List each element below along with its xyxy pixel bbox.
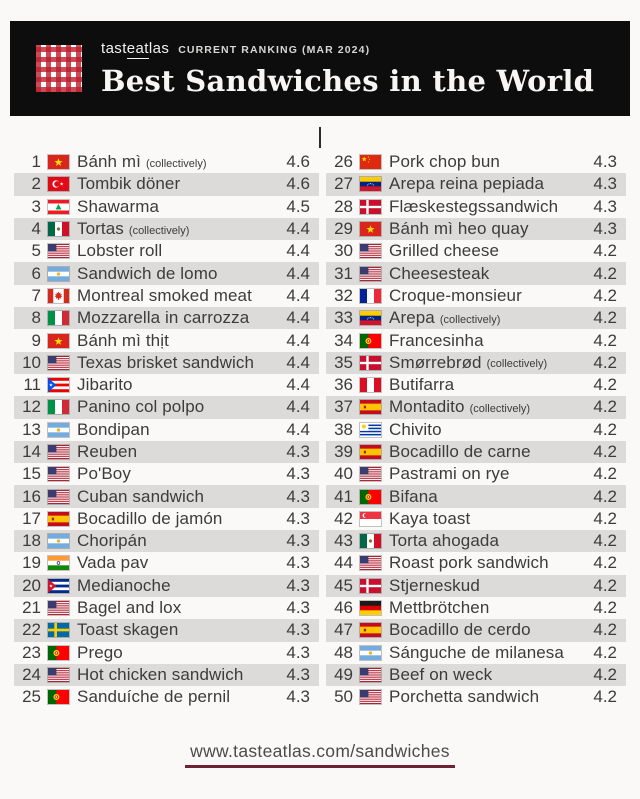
flag-germany-icon — [360, 601, 381, 615]
list-item — [326, 285, 626, 307]
item-name: Francesinha — [389, 330, 484, 350]
item-name: Reuben — [77, 442, 138, 461]
item-name: Croque-monsieur — [389, 285, 522, 305]
item-name: Mettbrötchen — [389, 598, 490, 618]
flag-spain-icon — [360, 623, 381, 637]
item-rating: 4.2 — [593, 508, 617, 528]
list-item — [326, 552, 626, 574]
flag-usa-icon — [360, 267, 381, 281]
item-rating: 4.2 — [593, 553, 617, 573]
item-name: Hot chicken sandwich — [77, 664, 244, 684]
item-name: Panino col polpo — [77, 397, 205, 417]
item-rating: 4.3 — [286, 598, 310, 618]
item-rating: 4.2 — [593, 263, 617, 283]
list-item — [14, 419, 319, 441]
item-name: Torta ahogada — [389, 531, 499, 551]
flag-usa-icon — [48, 490, 69, 504]
item-name: Pork chop bun — [389, 152, 500, 172]
item-rating: 4.3 — [286, 531, 310, 551]
rank-number: 34 — [334, 330, 353, 350]
flag-italy-icon — [48, 311, 69, 325]
item-name: Po'Boy — [77, 464, 131, 484]
flag-usa-icon — [360, 244, 381, 258]
list-item — [14, 575, 319, 597]
list-item — [326, 664, 626, 686]
item-rating: 4.2 — [593, 486, 617, 506]
list-item — [14, 240, 319, 262]
item-name: Bagel and lox — [77, 598, 182, 618]
rank-number: 8 — [31, 308, 41, 328]
item-rating: 4.3 — [593, 152, 617, 172]
item-rating: 4.2 — [593, 464, 617, 484]
list-item — [326, 352, 626, 374]
footer-url-link[interactable]: www.tasteatlas.com/sandwiches — [185, 741, 455, 768]
list-item — [14, 374, 319, 396]
ranking-column-left — [14, 151, 319, 708]
list-item — [14, 552, 319, 574]
rank-number: 35 — [334, 352, 353, 372]
flag-vietnam-icon — [360, 222, 381, 236]
item-name: Montreal smoked meat — [77, 285, 252, 305]
item-name: Butifarra — [389, 375, 455, 395]
rank-number: 36 — [334, 375, 353, 395]
list-item — [326, 441, 626, 463]
rank-number: 49 — [334, 664, 353, 684]
flag-vietnam-icon — [48, 155, 69, 169]
item-rating: 4.6 — [286, 174, 310, 194]
flag-portugal-icon — [48, 646, 69, 660]
list-item — [14, 218, 319, 240]
item-rating: 4.2 — [593, 352, 617, 372]
header-text-block — [101, 40, 594, 98]
flag-usa-icon — [48, 668, 69, 682]
rank-number: 16 — [22, 486, 41, 506]
item-rating: 4.3 — [286, 442, 310, 461]
item-name: Montadito — [389, 397, 465, 417]
rank-number: 43 — [334, 531, 353, 551]
rank-number: 44 — [334, 553, 353, 573]
rank-number: 4 — [31, 219, 41, 239]
item-name: Lobster roll — [77, 241, 163, 261]
item-rating: 4.2 — [593, 419, 617, 439]
item-name: Bánh mì heo quay — [389, 219, 529, 239]
item-rating: 4.2 — [593, 575, 617, 595]
item-name: Sandwich de lomo — [77, 263, 218, 283]
item-name: Roast pork sandwich — [389, 553, 549, 573]
item-rating: 4.2 — [593, 308, 617, 328]
rank-number: 45 — [334, 575, 353, 595]
flag-india-icon — [48, 556, 69, 570]
item-rating: 4.3 — [286, 553, 310, 573]
flag-denmark-icon — [360, 579, 381, 593]
item-rating: 4.2 — [593, 397, 617, 417]
flag-usa-icon — [48, 601, 69, 615]
list-item — [326, 686, 626, 708]
rank-number: 9 — [31, 330, 41, 350]
rank-number: 1 — [31, 152, 41, 172]
list-item — [14, 307, 319, 329]
item-rating: 4.2 — [593, 442, 617, 461]
item-name: Kaya toast — [389, 508, 471, 528]
flag-france-icon — [360, 289, 381, 303]
item-rating: 4.4 — [286, 375, 310, 395]
item-rating: 4.3 — [286, 486, 310, 506]
list-item — [326, 196, 626, 218]
rank-number: 2 — [31, 174, 41, 194]
item-rating: 4.3 — [286, 508, 310, 528]
rank-number: 3 — [31, 196, 41, 216]
flag-argentina-icon — [48, 423, 69, 437]
rank-number: 38 — [334, 419, 353, 439]
flag-argentina-icon — [48, 534, 69, 548]
item-rating: 4.2 — [593, 687, 617, 707]
header-bar — [10, 21, 630, 116]
item-rating: 4.3 — [286, 464, 310, 484]
list-item — [14, 508, 319, 530]
rank-number: 5 — [31, 241, 41, 261]
item-rating: 4.2 — [593, 620, 617, 640]
rank-number: 6 — [31, 263, 41, 283]
item-rating: 4.4 — [286, 241, 310, 261]
item-name: Porchetta sandwich — [389, 687, 540, 707]
flag-spain-icon — [360, 445, 381, 459]
item-name: Cheesesteak — [389, 263, 490, 283]
flag-venezuela-icon — [360, 177, 381, 191]
flag-denmark-icon — [360, 356, 381, 370]
item-rating: 4.4 — [286, 352, 310, 372]
list-item — [326, 240, 626, 262]
rank-number: 26 — [334, 152, 353, 172]
flag-venezuela-icon — [360, 311, 381, 325]
flag-uruguay-icon — [360, 423, 381, 437]
item-rating: 4.3 — [286, 642, 310, 662]
rank-number: 18 — [22, 531, 41, 551]
list-item — [14, 463, 319, 485]
rank-number: 11 — [23, 375, 41, 395]
list-item — [14, 530, 319, 552]
rank-number: 37 — [334, 397, 353, 417]
item-name: Medianoche — [77, 575, 171, 595]
item-name: Tortas — [77, 219, 124, 239]
brand-line — [101, 40, 594, 57]
list-item — [14, 352, 319, 374]
item-rating: 4.2 — [593, 642, 617, 662]
item-note: (collectively) — [486, 358, 548, 371]
flag-italy-icon — [48, 400, 69, 414]
list-item — [326, 642, 626, 664]
list-item — [326, 485, 626, 507]
item-rating: 4.3 — [286, 687, 310, 707]
flag-argentina-icon — [48, 267, 69, 281]
rank-number: 14 — [22, 442, 41, 461]
item-rating: 4.4 — [286, 285, 310, 305]
item-rating: 4.2 — [593, 531, 617, 551]
item-rating: 4.4 — [286, 397, 310, 417]
rank-number: 47 — [334, 620, 353, 640]
item-rating: 4.2 — [593, 598, 617, 618]
item-rating: 4.2 — [593, 664, 617, 684]
list-item — [326, 329, 626, 351]
list-item — [14, 151, 319, 173]
rank-number: 31 — [334, 263, 353, 283]
flag-usa-icon — [360, 690, 381, 704]
flag-turkey-icon — [48, 177, 69, 191]
rank-number: 13 — [22, 419, 41, 439]
flag-usa-icon — [360, 668, 381, 682]
item-name: Bocadillo de jamón — [77, 508, 223, 528]
flag-usa-icon — [360, 467, 381, 481]
flag-cuba-icon — [48, 579, 69, 593]
flag-portugal-icon — [360, 490, 381, 504]
flag-vietnam-icon — [48, 334, 69, 348]
list-item — [326, 396, 626, 418]
item-name: Grilled cheese — [389, 241, 500, 261]
flag-portugal-icon — [360, 334, 381, 348]
list-item — [14, 329, 319, 351]
flag-sweden-icon — [48, 623, 69, 637]
list-item — [326, 463, 626, 485]
list-item — [326, 218, 626, 240]
brand-logo-text: tasteatlas — [101, 39, 170, 57]
rank-number: 22 — [22, 620, 41, 640]
rank-number: 27 — [334, 174, 353, 194]
list-item — [326, 575, 626, 597]
rank-number: 17 — [22, 508, 41, 528]
rank-number: 42 — [334, 508, 353, 528]
item-name: Shawarma — [77, 196, 160, 216]
rank-number: 28 — [334, 196, 353, 216]
list-item — [326, 262, 626, 284]
list-item — [14, 285, 319, 307]
item-name: Flæskestegssandwich — [389, 196, 559, 216]
list-item — [326, 307, 626, 329]
rank-number: 19 — [22, 553, 41, 573]
item-name: Bocadillo de cerdo — [389, 620, 531, 640]
flag-denmark-icon — [360, 200, 381, 214]
item-rating: 4.5 — [286, 196, 310, 216]
rank-number: 20 — [22, 575, 41, 595]
item-rating: 4.3 — [286, 620, 310, 640]
item-name: Choripán — [77, 531, 147, 551]
rank-number: 41 — [334, 486, 353, 506]
item-name: Prego — [77, 642, 123, 662]
list-item — [326, 419, 626, 441]
item-name: Arepa — [389, 308, 435, 328]
flag-peru-icon — [360, 378, 381, 392]
rank-number: 40 — [334, 464, 353, 484]
item-name: Chivito — [389, 419, 442, 439]
rank-number: 48 — [334, 642, 353, 662]
rank-number: 25 — [22, 687, 41, 707]
flag-portugal-icon — [48, 690, 69, 704]
rank-number: 30 — [334, 241, 353, 261]
rank-number: 7 — [31, 285, 41, 305]
list-item — [14, 619, 319, 641]
item-name: Smørrebrød — [389, 352, 482, 372]
item-rating: 4.2 — [593, 241, 617, 261]
list-item — [326, 597, 626, 619]
item-name: Bondipan — [77, 419, 150, 439]
list-item — [14, 196, 319, 218]
item-name: Toast skagen — [77, 620, 179, 640]
flag-spain-icon — [360, 400, 381, 414]
item-rating: 4.3 — [286, 664, 310, 684]
item-rating: 4.2 — [593, 330, 617, 350]
list-item — [14, 396, 319, 418]
item-rating: 4.4 — [286, 330, 310, 350]
page-title: Best Sandwiches in the World — [101, 63, 595, 98]
item-rating: 4.2 — [593, 285, 617, 305]
flag-usa-icon — [48, 445, 69, 459]
ranking-column-right — [326, 151, 626, 708]
rank-number: 46 — [334, 598, 353, 618]
footer — [0, 741, 640, 768]
list-item — [14, 441, 319, 463]
item-name: Arepa reina pepiada — [389, 174, 545, 194]
item-rating: 4.3 — [286, 575, 310, 595]
rank-number: 32 — [334, 285, 353, 305]
flag-lebanon-icon — [48, 200, 69, 214]
rank-number: 10 — [22, 352, 41, 372]
flag-usa-icon — [48, 244, 69, 258]
list-item — [14, 664, 319, 686]
item-name: Mozzarella in carrozza — [77, 308, 250, 328]
item-rating: 4.6 — [286, 152, 310, 172]
item-name: Tombik döner — [77, 174, 181, 194]
item-name: Pastrami on rye — [389, 464, 510, 484]
flag-usa-icon — [48, 467, 69, 481]
item-name: Jibarito — [77, 375, 133, 395]
flag-canada-icon — [48, 289, 69, 303]
list-item — [326, 530, 626, 552]
item-name: Bánh mì — [77, 152, 142, 172]
rank-number: 29 — [334, 219, 353, 239]
flag-puerto-rico-icon — [48, 378, 69, 392]
item-name: Stjerneskud — [389, 575, 480, 595]
item-note: (collectively) — [469, 402, 531, 415]
item-rating: 4.3 — [593, 174, 617, 194]
list-item — [326, 619, 626, 641]
item-rating: 4.2 — [593, 375, 617, 395]
tasteatlas-gingham-logo-icon — [36, 45, 82, 92]
list-item — [14, 642, 319, 664]
item-name: Bifana — [389, 486, 438, 506]
item-note: (collectively) — [146, 157, 207, 170]
rank-number: 33 — [334, 308, 353, 328]
flag-mexico-icon — [48, 222, 69, 236]
flag-china-icon — [360, 155, 381, 169]
item-note: (collectively) — [128, 224, 190, 237]
list-item — [14, 597, 319, 619]
item-note: (collectively) — [439, 313, 501, 326]
list-item — [326, 151, 626, 173]
item-name: Bánh mì thịt — [77, 330, 169, 350]
item-rating: 4.3 — [593, 219, 617, 239]
rank-number: 24 — [22, 664, 41, 684]
flag-usa-icon — [48, 356, 69, 370]
rank-number: 21 — [22, 598, 41, 618]
rank-number: 50 — [334, 687, 353, 707]
item-rating: 4.4 — [286, 263, 310, 283]
list-item — [14, 173, 319, 195]
flag-argentina-icon — [360, 646, 381, 660]
item-name: Beef on weck — [389, 664, 493, 684]
item-rating: 4.3 — [593, 196, 617, 216]
item-name: Sánguche de milanesa — [389, 642, 564, 662]
rank-number: 12 — [22, 397, 41, 417]
list-item — [326, 508, 626, 530]
rank-number: 23 — [22, 642, 41, 662]
ranking-period-label: CURRENT RANKING (MAR 2024) — [178, 43, 371, 56]
item-name: Texas brisket sandwich — [77, 352, 254, 372]
item-name: Sanduíche de pernil — [77, 687, 231, 707]
list-item — [14, 686, 319, 708]
list-item — [14, 485, 319, 507]
item-name: Bocadillo de carne — [389, 442, 531, 461]
item-rating: 4.4 — [286, 419, 310, 439]
list-item — [326, 374, 626, 396]
list-item — [14, 262, 319, 284]
rank-number: 39 — [334, 442, 353, 461]
rank-number: 15 — [22, 464, 41, 484]
flag-mexico-icon — [360, 534, 381, 548]
flag-singapore-icon — [360, 512, 381, 526]
item-name: Vada pav — [77, 553, 149, 573]
item-name: Cuban sandwich — [77, 486, 205, 506]
flag-spain-icon — [48, 512, 69, 526]
item-rating: 4.4 — [286, 219, 310, 239]
center-tick-mark — [319, 127, 321, 148]
item-rating: 4.4 — [286, 308, 310, 328]
flag-usa-icon — [360, 556, 381, 570]
list-item — [326, 173, 626, 195]
